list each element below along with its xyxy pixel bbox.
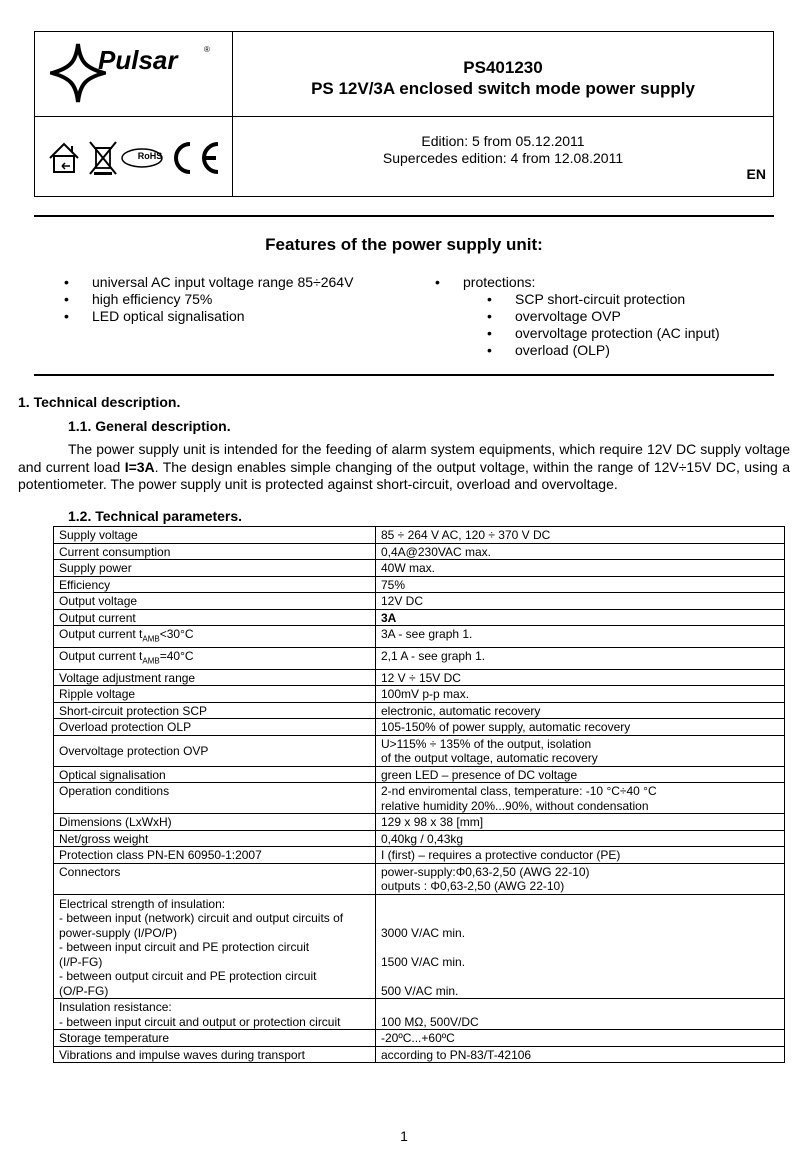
weee-bin-icon — [90, 142, 116, 175]
header-divider-vertical — [232, 31, 233, 197]
ce-mark-icon — [176, 144, 218, 172]
table-row: Net/gross weight 0,40kg / 0,43kg — [54, 830, 785, 847]
table-row: Overvoltage protection OVP U>115% ÷ 135% of the output, isolation of the output voltage, automatic recovery — [54, 735, 785, 766]
protection-item: • SCP short-circuit protection — [487, 291, 686, 307]
page-number: 1 — [400, 1128, 408, 1144]
doc-title: PS 12V/3A enclosed switch mode power supply — [311, 79, 695, 98]
protection-item: • overvoltage protection (AC input) — [487, 325, 720, 341]
rohs-label: RoHS — [137, 151, 163, 161]
table-row: Ripple voltage 100mV p-p max. — [54, 686, 785, 703]
table-row: Optical signalisation green LED – presence of DC voltage — [54, 766, 785, 783]
header-divider-horizontal — [34, 116, 774, 117]
table-row: Voltage adjustment range 12 V ÷ 15V DC — [54, 669, 785, 686]
general-description: The power supply unit is intended for the feeding of alarm system equipments, which require 12V DC supply voltage and current load I=3A. The design enables simple changing of the output voltage, within the range of 12V÷15V DC, using a potentiometer. The power supply unit is protected against short-circuit, overload and overvoltage. — [18, 441, 790, 492]
table-row: Insulation resistance: - between input circuit and output or protection circuit 100 MΩ, 500V/DC — [54, 999, 785, 1030]
doc-code: PS401230 — [463, 58, 543, 77]
registered-mark: ® — [204, 45, 210, 54]
feature-item: • LED optical signalisation — [64, 308, 245, 324]
table-row: Supply power 40W max. — [54, 560, 785, 577]
rule-top — [34, 215, 774, 217]
table-row: Output current $t_{AMB}<30^\circ C$ 3A - see graph 1. — [54, 626, 785, 648]
language-code: EN — [746, 166, 766, 182]
subsection-general: 1.1. General description. — [68, 418, 231, 434]
table-row: Output voltage 12V DC — [54, 593, 785, 610]
table-row: Short-circuit protection SCP electronic, automatic recovery — [54, 702, 785, 719]
section-title: 1. Technical description. — [18, 394, 181, 410]
rule-bottom — [34, 374, 774, 376]
table-row: Protection class PN-EN 60950-1:2007 I (first) – requires a protective conductor (PE) — [54, 847, 785, 864]
protection-item: • overvoltage OVP — [487, 308, 621, 324]
features-title: Features of the power supply unit: — [265, 235, 543, 254]
table-row: Connectors power-supply:Φ0,63-2,50 (AWG 22-10) outputs : Φ0,63-2,50 (AWG 22-10) — [54, 863, 785, 894]
table-row: Operation conditions 2-nd enviromental class, temperature: -10 °C÷40 °C relative humidity 20%...90%, without condensation — [54, 783, 785, 814]
edition: Edition: 5 from 05.12.2011 — [421, 133, 585, 149]
brand-name: Pulsar — [98, 45, 178, 75]
indoor-use-icon — [50, 144, 78, 172]
table-row: Overload protection OLP 105-150% of power supply, automatic recovery — [54, 719, 785, 736]
table-row: Dimensions (LxWxH) 129 x 98 x 38 [mm] — [54, 814, 785, 831]
table-row: Electrical strength of insulation: - between input (network) circuit and output circuits of power-supply (I/PO/P) - between input circuit and PE protection circuit (I/P-FG) - between output circuit and PE protection circuit (O/P-FG) 3000 V/AC min. 1500 V/AC min. 500 V/AC min. — [54, 894, 785, 999]
table-row: Storage temperature -20ºC...+60ºC — [54, 1030, 785, 1047]
subsection-parameters: 1.2. Technical parameters. — [68, 508, 243, 524]
supersedes-edition: Supercedes edition: 4 from 12.08.2011 — [382, 150, 624, 166]
table-row: Current consumption 0,4A@230VAC max. — [54, 543, 785, 560]
protection-item: • overload (OLP) — [487, 342, 610, 358]
parameters-table — [53, 526, 785, 1063]
table-row: Supply voltage 85 ÷ 264 V AC, 120 ÷ 370 V DC — [54, 527, 785, 544]
table-row: Output current 3A — [54, 609, 785, 626]
table-row: Output current $t_{AMB}=40^\circ C$ 2,1 A - see graph 1. — [54, 647, 785, 669]
table-row: Vibrations and impulse waves during transport according to PN-83/T-42106 — [54, 1046, 785, 1063]
feature-item: • high efficiency 75% — [64, 291, 213, 307]
table-row: Efficiency 75% — [54, 576, 785, 593]
feature-protections-header: • protections: — [435, 274, 536, 290]
feature-item: • universal AC input voltage range 85÷264V — [64, 274, 354, 290]
